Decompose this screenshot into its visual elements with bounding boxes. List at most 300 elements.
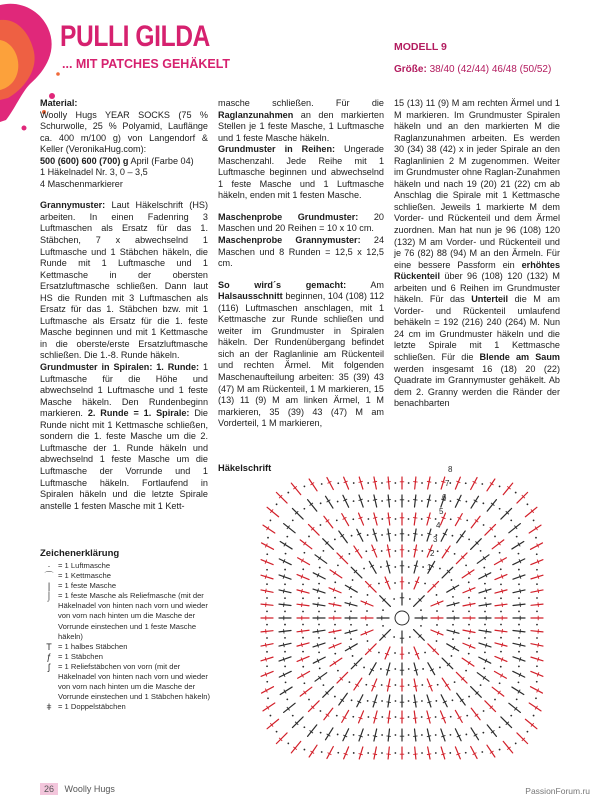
chart-stitch: [529, 525, 541, 533]
chart-chain-dot: [284, 611, 286, 613]
chart-stitch: [292, 508, 303, 519]
chart-chain-dot: [266, 553, 268, 555]
chart-stitch: [531, 604, 543, 605]
chart-chain-dot: [518, 583, 520, 585]
magazine-name: Woolly Hugs: [64, 784, 115, 794]
chart-stitch: [513, 643, 525, 646]
chart-chain-dot: [499, 486, 501, 488]
chart-stitch-bar: [333, 629, 334, 633]
chart-chain-dot: [483, 710, 485, 712]
chart-stitch-bar: [441, 754, 445, 755]
chart-stitch: [513, 604, 525, 605]
chart-stitch: [313, 604, 325, 606]
chart-stitch-bar: [265, 657, 266, 661]
chart-chain-dot: [308, 536, 310, 538]
chart-stitch: [374, 747, 376, 759]
chart-chain-dot: [270, 520, 272, 522]
continuation-text-a: 15 (13) 11 (9) M am rechten Ärmel und 1 M markieren. Im Grundmuster Spiralen häkeln und an den markierten M die Raglanzunahmen arbeiten. Es werden 30 (34) 38 (42) x in jeder Spirale an den Raglanlinien 2 M zugenommen. Weiter im Grundmuster ohne Raglan-Zunahmen häkeln und nach 19 (20) 21 (22) cm ab Anschlag die Spirale mit 1 Kettmasche schließen. Jeweils 1 markierte M dem Vorder- und Rückenteil und dem Ärmel zuordnen. Man hat nun je 96 (108) 120 (132) M am Vorder- und Rückenteil und je 76 (82) 88 (94) M an den Ärmeln. Für eine bessere Passform ein: [394, 98, 560, 270]
chart-chain-dot: [518, 681, 520, 683]
chart-stitch-bar: [427, 754, 431, 755]
chart-stitch: [509, 703, 521, 712]
chart-chain-dot: [500, 666, 502, 668]
chart-stitch: [455, 729, 461, 741]
chart-chain-dot: [482, 502, 484, 504]
chart-chain-dot: [382, 609, 384, 611]
legend-symbol-icon: ⌒: [44, 571, 54, 582]
chart-chain-dot: [266, 624, 268, 626]
chart-stitch: [525, 507, 536, 516]
chart-chain-dot: [395, 534, 397, 536]
chart-stitch: [501, 508, 512, 519]
chart-chain-dot: [378, 583, 380, 585]
chart-stitch: [479, 604, 491, 606]
chart-stitch-bar: [373, 736, 377, 737]
chart-stitch: [276, 492, 287, 503]
chart-stitch-bar: [373, 481, 377, 482]
chart-chain-dot: [536, 569, 538, 571]
chart-chain-dot: [319, 668, 321, 670]
chart-stitch: [442, 678, 450, 690]
chart-stitch: [471, 516, 480, 528]
legend-text: = 1 Luftmasche: [58, 561, 111, 570]
chart-chain-dot: [337, 482, 339, 484]
chart-stitch: [337, 672, 348, 683]
chart-stitch: [471, 496, 478, 508]
chart-round-label: 7: [445, 479, 450, 488]
chart-stitch: [313, 589, 325, 593]
chart-stitch: [263, 703, 275, 711]
legend-text: = 1 Doppelstäbchen: [58, 702, 126, 712]
legend-symbol-icon: ·: [47, 561, 51, 571]
chart-stitch: [261, 560, 273, 565]
chart-chain-dot: [284, 651, 286, 653]
chart-stitch-bar: [486, 602, 487, 606]
chart-stitch: [512, 687, 524, 694]
chart-chain-dot: [368, 518, 370, 520]
chart-chain-dot: [500, 584, 502, 586]
chart-stitch: [374, 711, 377, 723]
chart-stitch: [325, 496, 332, 508]
chart-stitch: [344, 747, 349, 759]
rows-heading: Grundmuster in Reihen:: [218, 144, 336, 155]
chart-stitch: [414, 663, 417, 675]
legend-item: [40, 652, 210, 662]
chart-chain-dot: [409, 636, 411, 638]
granny-paragraph: [40, 200, 208, 512]
chart-chain-dot: [302, 637, 304, 639]
chart-stitch: [463, 630, 475, 632]
chart-chain-dot: [533, 715, 535, 717]
chart-stitch-bar: [373, 718, 377, 719]
chart-stitch-bar: [265, 643, 266, 647]
chart-chain-dot: [499, 749, 501, 751]
chart-chain-dot: [336, 519, 338, 521]
hem-band-heading: Blende am Saum: [479, 352, 560, 363]
chart-stitch: [492, 687, 504, 696]
spiral-heading-2: 2. Runde = 1. Spirale:: [87, 408, 190, 419]
chart-chain-dot: [465, 752, 467, 754]
gauge-heading: Maschenprobe Grundmuster:: [218, 211, 359, 222]
chart-stitch-bar: [283, 643, 284, 647]
chart-stitch: [388, 477, 389, 489]
chart-chain-dot: [536, 651, 538, 653]
chart-stitch-bar: [470, 602, 471, 606]
model-number: MODELL 9: [394, 41, 447, 53]
chart-chain-dot: [499, 726, 501, 728]
chart-chain-dot: [452, 638, 454, 640]
chart-chain-dot: [266, 569, 268, 571]
chart-chain-dot: [468, 539, 470, 541]
chart-chain-dot: [435, 734, 437, 736]
chart-stitch: [447, 603, 459, 606]
chart-chain-dot: [302, 666, 304, 668]
chart-stitch: [297, 643, 309, 646]
chart-stitch-bar: [317, 629, 318, 633]
chart-stitch: [380, 630, 391, 641]
chart-stitch: [344, 477, 349, 489]
chart-stitch: [427, 513, 430, 525]
chart-stitch: [487, 479, 495, 491]
chart-chain-dot: [483, 524, 485, 526]
chart-stitch: [313, 630, 325, 632]
chart-stitch: [385, 647, 390, 659]
legend-symbol-icon: T: [46, 641, 52, 652]
chart-stitch: [479, 589, 491, 593]
chart-chain-dot: [365, 550, 367, 552]
chart-chain-dot: [535, 697, 537, 699]
chart-stitch-bar: [414, 670, 418, 671]
chart-chain-dot: [394, 566, 396, 568]
chart-stitch: [324, 708, 333, 720]
chart-stitch: [284, 703, 296, 712]
chart-stitch: [462, 658, 474, 666]
chart-chain-dot: [494, 536, 496, 538]
chart-chain-dot: [382, 625, 384, 627]
chart-chain-dot: [320, 524, 322, 526]
chart-stitch: [414, 711, 416, 723]
chart-stitch-bar: [427, 718, 431, 719]
chart-stitch: [345, 630, 357, 633]
chart-chain-dot: [351, 699, 353, 701]
chart-chain-dot: [266, 651, 268, 653]
chart-chain-dot: [321, 483, 323, 485]
chart-stitch: [297, 604, 309, 606]
chart-chain-dot: [484, 624, 486, 626]
chart-stitch: [329, 630, 341, 632]
chart-chain-dot: [381, 518, 383, 520]
chart-stitch-bar: [301, 589, 302, 593]
chart-stitch: [463, 643, 475, 648]
chart-chain-dot: [484, 611, 486, 613]
chart-stitch: [359, 729, 363, 741]
chart-chain-dot: [276, 731, 278, 733]
continuation-text-c: die M am Vorder- und Rückenteil umlaufend behäkeln = 192 (216) 240 (264) M. Nun 24 cm im Grundmuster häkeln und die letzte Spirale mit 1 Kettmasche schließen. Für die: [394, 294, 561, 363]
chart-stitch: [329, 603, 341, 605]
chart-chain-dot: [481, 751, 483, 753]
chart-chain-dot: [481, 483, 483, 485]
chart-chain-dot: [284, 637, 286, 639]
chart-chain-dot: [350, 596, 352, 598]
chart-chain-dot: [422, 668, 424, 670]
chart-chain-dot: [352, 518, 354, 520]
chart-chain-dot: [468, 624, 470, 626]
chart-chain-dot: [380, 668, 382, 670]
size-line: [394, 64, 551, 75]
rows-text: Ungerade Maschenzahl. Jede Reihe mit 1 Luftmasche beginnen und abwechselnd 1 feste Masche und 1 Luftmasche häkeln, enden mit 1 festen Masche.: [218, 144, 384, 201]
chart-stitch-bar: [502, 643, 503, 647]
chart-stitch: [455, 495, 461, 507]
chart-chain-dot: [381, 482, 383, 484]
chart-round-label: 2: [430, 549, 435, 558]
chart-chain-dot: [367, 534, 369, 536]
chart-chain-dot: [424, 583, 426, 585]
chart-stitch-bar: [454, 602, 455, 606]
chart-chain-dot: [284, 569, 286, 571]
chart-chain-dot: [516, 536, 518, 538]
chart-chain-dot: [450, 500, 452, 502]
chart-chain-dot: [352, 716, 354, 718]
chart-stitch: [279, 575, 291, 579]
chart-chain-dot: [527, 731, 529, 733]
chart-chain-dot: [367, 594, 369, 596]
chart-chain-dot: [408, 700, 410, 702]
chart-chain-dot: [266, 597, 268, 599]
chart-chain-dot: [449, 482, 451, 484]
instructions-text-a: Am: [370, 279, 384, 290]
continuation-text-b: über 96 (108) 120 (132) M arbeiten und 6 Reihen im Grundmuster häkeln. Für das: [394, 271, 561, 305]
chart-stitch: [525, 719, 536, 728]
chart-chain-dot: [381, 500, 383, 502]
chart-chain-dot: [350, 610, 352, 612]
chart-chain-dot: [468, 611, 470, 613]
chart-round-label: 4: [436, 521, 441, 530]
chart-stitch: [513, 590, 525, 593]
chart-stitch-bar: [413, 702, 417, 703]
chart-stitch: [447, 630, 459, 633]
chart-stitch: [431, 630, 443, 635]
chart-stitch: [513, 631, 525, 632]
chart-chain-dot: [394, 652, 396, 654]
chart-chain-dot: [408, 534, 410, 536]
chart-stitch-bar: [427, 517, 431, 518]
chart-stitch: [517, 733, 528, 744]
chart-stitch: [428, 644, 439, 655]
chart-stitch-bar: [349, 630, 350, 634]
chart-chain-dot: [500, 651, 502, 653]
chart-chain-dot: [435, 500, 437, 502]
chart-chain-dot: [334, 581, 336, 583]
chart-stitch: [359, 495, 363, 507]
chart-chain-dot: [422, 566, 424, 568]
chart-stitch: [513, 657, 525, 661]
markers-text: 4 Maschenmarkierer: [40, 178, 123, 189]
size-value: 38/40 (42/44) 46/48 (50/52): [429, 64, 552, 75]
chart-stitch: [261, 575, 273, 579]
chart-chain-dot: [437, 550, 439, 552]
raglan-heading: Raglanzunahmen: [218, 109, 294, 120]
chart-chain-dot: [466, 715, 468, 717]
chart-stitch: [267, 507, 278, 516]
chart-chain-dot: [408, 734, 410, 736]
chart-stitch: [513, 575, 525, 579]
chart-stitch: [501, 717, 512, 728]
chart-stitch: [414, 529, 416, 541]
chart-chain-dot: [304, 749, 306, 751]
chart-chain-dot: [484, 637, 486, 639]
chart-chain-dot: [334, 611, 336, 613]
chart-stitch-bar: [413, 518, 417, 519]
chart-chain-dot: [337, 670, 339, 672]
chart-chain-dot: [408, 566, 410, 568]
chart-stitch: [477, 673, 489, 682]
chart-stitch: [513, 671, 525, 677]
chart-stitch: [463, 588, 475, 593]
chart-stitch-bar: [427, 499, 431, 500]
chart-stitch: [517, 492, 528, 503]
chart-stitch: [427, 695, 431, 707]
chart-stitch: [359, 711, 364, 723]
chart-chain-dot: [320, 710, 322, 712]
chart-chain-dot: [421, 752, 423, 754]
chart-stitch: [329, 643, 341, 648]
chart-chain-dot: [308, 699, 310, 701]
chart-chain-dot: [510, 715, 512, 717]
chart-chain-dot: [421, 700, 423, 702]
chart-stitch: [297, 590, 309, 593]
chart-stitch: [315, 673, 327, 682]
chart-chain-dot: [285, 681, 287, 683]
legend-symbol-icon: ǂ: [46, 702, 52, 713]
chart-stitch: [531, 631, 543, 632]
chart-chain-dot: [466, 519, 468, 521]
chart-stitch: [388, 711, 390, 723]
chart-chain-dot: [484, 583, 486, 585]
chart-chain-dot: [421, 500, 423, 502]
chart-stitch-bar: [301, 643, 302, 647]
chart-chain-dot: [303, 508, 305, 510]
chart-chain-dot: [337, 734, 339, 736]
chart-chain-dot: [320, 732, 322, 734]
chart-round-label: 3: [433, 535, 438, 544]
chart-chain-dot: [276, 503, 278, 505]
chart-chain-dot: [302, 597, 304, 599]
chart-round-label: 1: [427, 563, 432, 572]
chart-stitch-bar: [413, 686, 417, 687]
chart-chain-dot: [303, 726, 305, 728]
legend-title: Zeichenerklärung: [40, 548, 120, 559]
chart-chain-dot: [408, 550, 410, 552]
chart-stitch: [462, 570, 474, 578]
chart-stitch: [261, 604, 273, 605]
legend-symbol-icon: |: [47, 581, 51, 592]
chart-chain-dot: [353, 500, 355, 502]
chart-stitch: [280, 541, 292, 548]
page-footer: [40, 783, 115, 795]
chart-chain-dot: [352, 579, 354, 581]
chart-stitch: [373, 695, 377, 707]
chart-chain-dot: [408, 482, 410, 484]
chart-chain-dot: [321, 751, 323, 753]
chart-chain-dot: [267, 697, 269, 699]
chart-chain-dot: [480, 684, 482, 686]
chart-chain-dot: [284, 583, 286, 585]
chart-stitch: [414, 679, 416, 691]
chart-stitch: [315, 555, 327, 564]
chart-chain-dot: [450, 716, 452, 718]
chart-chain-dot: [337, 565, 339, 567]
material-amount: 500 (600) 600 (700) g: [40, 155, 129, 166]
chart-chain-dot: [420, 625, 422, 627]
chart-chain-dot: [349, 553, 351, 555]
chart-stitch: [309, 745, 317, 757]
spiral-text-1: 1 Luftmasche für die Höhe und abwechselnd 1 Luftmasche und 1 feste Masche häkeln. Den Rundenbeginn markieren.: [40, 362, 208, 419]
chart-stitch-bar: [386, 702, 390, 703]
chart-stitch-bar: [359, 754, 363, 755]
chart-stitch: [477, 555, 489, 564]
chart-stitch: [365, 644, 376, 655]
chart-stitch: [292, 717, 303, 728]
legend-text: = 1 Reliefstäbchen von vorn (mit der Häkelnadel von hinten nach vorn und wieder von vorn nach hinten um die Masche der Vorrunde einstechen und 1 Stäbchen häkeln): [58, 661, 210, 702]
chart-stitch: [323, 539, 334, 550]
chart-stitch: [354, 546, 362, 558]
chart-stitch: [531, 644, 543, 646]
raglan-paragraph: [218, 98, 384, 202]
legend-symbol-icon: ʃ: [48, 661, 50, 672]
chart-stitch: [279, 631, 291, 632]
chart-chain-dot: [378, 652, 380, 654]
chart-stitch: [291, 483, 300, 494]
back-raise-heading: erhöhtes Rückenteil: [394, 259, 560, 282]
chart-stitch: [279, 604, 291, 605]
chart-stitch-bar: [538, 657, 539, 661]
chart-stitch: [361, 601, 373, 606]
chart-chain-dot: [395, 684, 397, 686]
chart-stitch: [414, 647, 419, 659]
chart-stitch: [531, 657, 543, 661]
chart-chain-dot: [408, 582, 410, 584]
chart-stitch: [388, 513, 390, 525]
chart-stitch-bar: [427, 736, 431, 737]
chart-chain-dot: [465, 565, 467, 567]
chart-chain-dot: [380, 566, 382, 568]
chart-stitch-bar: [386, 565, 390, 566]
chart-chain-dot: [536, 624, 538, 626]
chart-chain-dot: [353, 752, 355, 754]
chart-stitch: [441, 747, 445, 759]
chart-chain-dot: [518, 611, 520, 613]
chart-stitch: [414, 596, 425, 607]
chart-stitch: [261, 631, 273, 632]
chart-stitch: [374, 495, 377, 507]
chart-chain-dot: [381, 752, 383, 754]
chart-chain-dot: [510, 519, 512, 521]
chart-chain-dot: [518, 597, 520, 599]
chart-stitch: [415, 477, 416, 489]
chart-chain-dot: [284, 666, 286, 668]
chart-stitch: [427, 679, 432, 691]
continuation-text-d: werden insgesamt 16 (18) 20 (22) Quadrate im Grannymuster gehäkelt. Ab dem 2. Granny werden die Ränder der benachbarten: [394, 363, 560, 409]
chart-stitch: [308, 500, 317, 512]
chart-chain-dot: [515, 743, 517, 745]
chart-chain-dot: [536, 610, 538, 612]
chart-chain-dot: [482, 732, 484, 734]
chart-stitch: [330, 658, 342, 666]
chart-stitch: [414, 577, 419, 589]
chart-stitch: [495, 604, 507, 606]
chart-chain-dot: [363, 568, 365, 570]
chart-stitch: [487, 500, 496, 512]
chart-stitch: [359, 747, 363, 759]
